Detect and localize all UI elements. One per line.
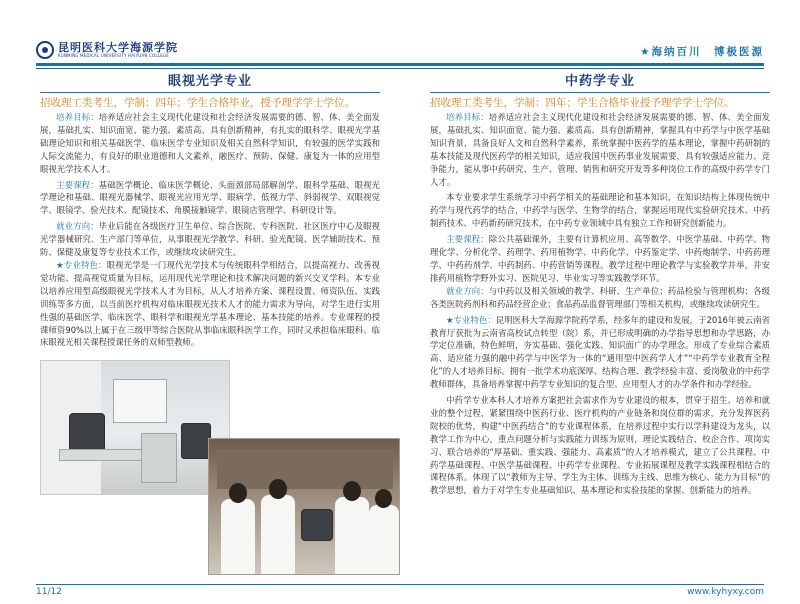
career-text: 与中药以及相关领域的教学、科研、生产单位；药品检验与管理机构；各级各类医院药剂科和药品经营企业；食品药品监督管理部门等相关机构，或继续攻读研究生。 — [430, 285, 771, 309]
optometry-section — [40, 70, 380, 349]
course-text: 基础医学概论、临床医学概论、头面颈部局部解剖学、眼科学基础、眼视光学理论和基础、眼视光器械学、眼视光应用光学、眼病学、低视力学、斜弱视学、双眼视觉学、眼镜学、验光技术、配镜技术、角膜接触镜学、眼镜店管理学、科研设计等。 — [40, 179, 381, 216]
pharmacy-career — [430, 285, 770, 311]
career-label: 就业方向： — [446, 285, 489, 296]
optometry-career — [40, 220, 380, 259]
photo-device — [301, 509, 333, 541]
students-practice-photo — [208, 438, 400, 575]
college-seal-icon — [36, 41, 54, 59]
optometry-courses — [40, 179, 380, 218]
optometry-subtitle: 招收理工类考生，学制：四年；学生合格毕业，授予理学学士学位。 — [40, 97, 355, 109]
photo-background — [217, 449, 393, 489]
student-4-head — [375, 489, 392, 508]
optometry-goal — [40, 111, 380, 176]
feature-text: 眼视光学是一门现代光学技术与传统眼科学相结合，以提高视力、改善视觉功能、提高视觉质量为目标，运用现代光学理论和技术解决问题的新兴交叉学科。本专业以培养应用型高级眼视光学技术人才为目标，从人才培养方案、课程设置、师资队伍、实践训练等多方面，以当前医疗机构对临床眼视光技术人才的能力需求为导向，对学生进行实用性强的基础医学、临床医学、眼科学和眼视光学基本理论、基本技能的培养。专业课程的授课师资90%以上属于在三级甲等综合医院从事临床眼科医学工作，同时又承担临床眼科、临床眼视光相关课程授课任务的双师型教师。 — [40, 259, 380, 348]
student-4 — [369, 505, 399, 575]
pharmacy-goal — [430, 111, 770, 188]
website-url: www.kyhyxy.com — [687, 587, 764, 597]
college-name-cn: 昆明医科大学海源学院 — [58, 41, 178, 54]
header-rule-thin — [36, 68, 764, 69]
lab-chair — [141, 433, 177, 483]
goal-text: 培养适应社会主义现代化建设和社会经济发展需要的德、智、体、美全面发展，基础扎实、知识面宽、能力强、素质高、具有创新精神，有扎实的眼科学、眼视光学基础理论知识和相关基础医学、临床医学专业知识及相关自然科学知识，有较强的医学实践和人际交流能力，有良好的职业道德和人文素养，融医疗、预防、保健、康复为一体的应用型眼视光学技术人才。 — [40, 112, 381, 174]
footer-rule — [36, 584, 764, 585]
header-rule — [36, 63, 764, 66]
student-2 — [261, 495, 295, 575]
pharmacy-course-intro — [430, 191, 770, 230]
goal-text: 培养适应社会主义现代化建设和社会经济发展需要的德、智、体、美全面发展，基础扎实、知识面宽、能力强、素质高、具有创新精神，掌握具有中药学与中医学基础知识背景，具备良好人文和自然科学素养，系统掌握中医药学的基本理论，掌握中药研制的基本技能及现代医药学的相关知识，适应我国中医药事业发展需要，具有较强适应能力、竞争能力，能从事中药研究、生产、管理、销售和研究开发等多种岗位工作的高级中药学专门人才。 — [430, 112, 771, 187]
lab-phoropter — [69, 413, 105, 453]
pharmacy-feature — [430, 314, 770, 391]
college-motto: ★海纳百川 博极医源 — [640, 46, 764, 58]
optometry-title: 眼视光学专业 — [167, 74, 252, 89]
pharmacy-title: 中药学专业 — [564, 74, 635, 89]
page-number: 11/12 — [36, 587, 62, 597]
student-1 — [221, 499, 255, 575]
goal-label: 培养目标： — [446, 112, 489, 122]
course-label: 主要课程： — [446, 234, 489, 245]
course-text: 除公共基础课外，主要有计算机应用、高等数学、中医学基础、中药学、物理化学、分析化学、药理学、药用植物学、中药化学、中药鉴定学、中药炮制学、中药药理学、中药药剂学、中药制药、中药营销等课程。教学过程中理论教学与实验教学并举，并安排药用植物学野外实习、医院见习、毕业实习等实践教学环节。 — [430, 234, 771, 283]
course-label: 主要课程： — [56, 179, 99, 190]
pharmacy-section — [430, 70, 770, 497]
title-rule — [430, 92, 770, 93]
student-1-head — [229, 483, 247, 503]
title-rule — [40, 92, 380, 93]
student-3 — [335, 497, 369, 575]
career-label: 就业方向： — [56, 221, 99, 232]
lab-cabinet — [113, 379, 167, 423]
career-text: 毕业后能在各级医疗卫生单位、综合医院、专科医院、社区医疗中心及眼视光学器械研究、生产部门等单位，从事眼视光学教学、科研、验光配镜、医学辅助技术、预防、保健及康复等专业技术工作，或继续攻读研究生。 — [40, 221, 381, 258]
college-name-en: KUNMING MEDICAL UNIVERSITY HAIYUAN COLLEGE — [58, 53, 169, 58]
optometry-lab-photo — [40, 360, 230, 495]
page-header — [0, 0, 800, 62]
feature-label: ★专业特色： — [56, 259, 107, 270]
pharmacy-subtitle: 招收理工类考生，学制：四年；学生合格毕业授予理学学士学位。 — [430, 97, 735, 109]
training-model-text: 中药学专业本科人才培养方案把社会需求作为专业建设的根本，贯穿于招生、培养和就业的整个过程，紧紧围绕中医药行业、医疗机构的产业链条和岗位群的需求，充分发挥医药院校的优势，构建“中医药结合”的专业课程体系，在培养过程中实行以学科建设为龙头，以教学工作为中心，重点问题分析与实践能力训练为原则，理论实践结合、校企合作、项岗实习、联合培养的“厚基础、重实践、强能力、高素质”的人才培养模式，建立了公共课程、中药学基础课程、中医学基础课程、中药学专业课程、专业拓展课程及教学实践课程相结合的课程体系。体现了以“教师为主导、学生为主体、训练为主线、思维为核心、能力为目标”的教学思想，着力于对学生专业基础知识、基本理论和实验技能的掌握、创新能力的培养。 — [430, 395, 770, 496]
feature-text: 昆明医科大学海源学院药学系，经多年的建设和发展，于2016年被云南省教育厅获批为云南省高校试点转型（院）系，并已形成明确的办学指导思想和办学思路，办学定位准确，特色鲜明，夯实基础、强化实践、知识面广的办学理念。形成了专业综合素质高、适应能力强的融中药学与中医学为一体的“通用型中医药学人才”“中药学专业教育全程化”的人才培养目标。拥有一批学术功底深厚、结构合理、教学经验丰富、爱岗敬业的中药学教师群体，具备培养掌握中药学专业知识的复合型、应用型人才的办学条件和办学经验。 — [430, 314, 771, 390]
college-logo — [36, 40, 178, 60]
goal-label: 培养目标： — [56, 112, 99, 122]
optometry-feature — [40, 259, 380, 349]
student-3-head — [343, 481, 361, 501]
student-2-head — [269, 479, 287, 499]
lab-table — [59, 449, 147, 461]
feature-label: ★专业特色： — [446, 314, 496, 325]
photo-group — [40, 360, 400, 575]
lab-slit-lamp — [181, 423, 211, 459]
pharmacy-courses — [430, 233, 770, 285]
course-intro-text: 本专业要求学生系统学习中药学相关的基础理论和基本知识，在知识结构上体现传统中药学与现代药学的结合，中药学与医学、生物学的结合，掌握运用现代实验研究技术、中药制药技术、中药新药研究技术，在中药专业领域中具有独立工作和研究创新能力。 — [430, 192, 770, 229]
pharmacy-training-model — [430, 394, 770, 497]
